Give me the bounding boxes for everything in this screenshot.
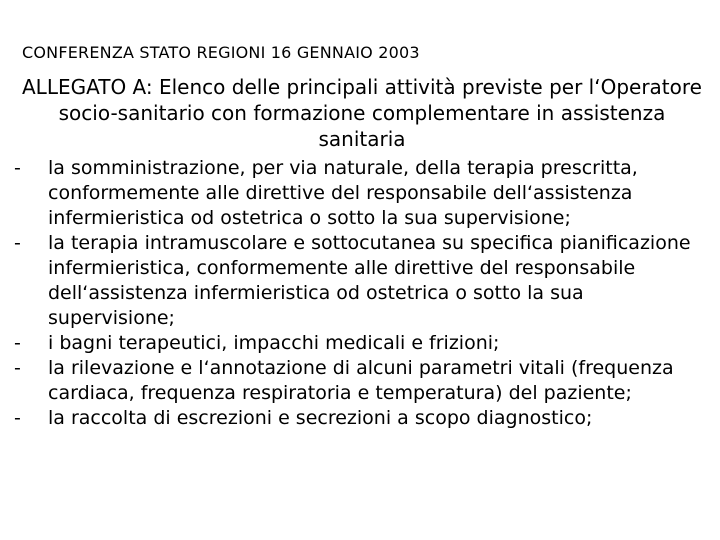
list-item-text: la raccolta di escrezioni e secrezioni a scopo diagnostico;	[48, 407, 593, 429]
bullet-dash: -	[14, 157, 21, 179]
list-item-text: la rilevazione e l‘annotazione di alcuni parametri vitali (frequenza cardiaca, frequenza respiratoria e temperatura) del paziente;	[48, 357, 674, 404]
bullet-dash: -	[14, 407, 21, 429]
bullet-dash: -	[14, 357, 21, 379]
list-item-text: la terapia intramuscolare e sottocutanea su specifica pianificazione infermieristica, conformemente alle direttive del responsabile dell‘assistenza infermieristica od ostetrica o sotto la sua supervisione;	[48, 232, 691, 329]
title-text: Elenco delle principali attività previste per l‘Operatore socio-sanitario con formazione complementare in assistenza sanitaria	[58, 75, 702, 151]
list-item	[14, 231, 704, 331]
list-item-text: la somministrazione, per via naturale, della terapia prescritta, conformemente alle direttive del responsabile dell‘assistenza infermieristica od ostetrica o sotto la sua supervisione;	[48, 157, 638, 229]
list-item-text: i bagni terapeutici, impacchi medicali e frizioni;	[48, 332, 500, 354]
activity-list	[14, 156, 704, 431]
bullet-dash: -	[14, 232, 21, 254]
list-item	[14, 331, 704, 356]
list-item	[14, 406, 704, 431]
list-item	[14, 356, 704, 406]
list-item	[14, 156, 704, 231]
slide-title	[20, 74, 704, 152]
bullet-dash: -	[14, 332, 21, 354]
title-prefix: ALLEGATO A:	[22, 75, 153, 99]
conference-header: CONFERENZA STATO REGIONI 16 GENNAIO 2003	[22, 43, 420, 62]
